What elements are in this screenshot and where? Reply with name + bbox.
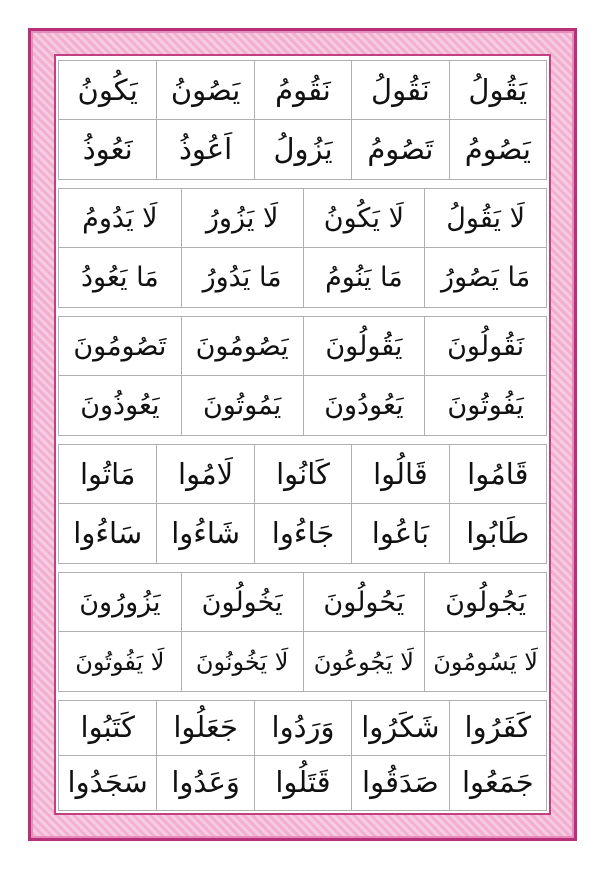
word-cell: اَعُوذُ	[156, 120, 253, 179]
word-cell: لَا يَزُورُ	[181, 189, 303, 247]
word-cell: يَحُولُونَ	[303, 573, 425, 631]
table-row	[59, 317, 546, 376]
word-cell: يَزُولُ	[254, 120, 351, 179]
word-cell: قَالُوا	[351, 445, 448, 503]
word-cell: مَا يَعُودُ	[80, 262, 159, 293]
table-row	[59, 445, 546, 504]
table-row	[59, 632, 546, 691]
table-row	[59, 756, 546, 811]
word-cell: يَصُومُ	[449, 120, 546, 179]
word-cell: يَمُوتُونَ	[181, 376, 303, 435]
word-cell: يَجُولُونَ	[424, 573, 546, 631]
word-table-5	[58, 572, 547, 692]
word-cell: نَعُوذُ	[82, 132, 133, 166]
word-cell: مَاتُوا	[79, 456, 136, 491]
word-cell: نَقُولُونَ	[424, 317, 546, 375]
word-cell: مَا يَدُورُ	[181, 248, 303, 307]
word-cell: يَخُولُونَ	[181, 573, 303, 631]
word-cell: كَانُوا	[254, 445, 351, 503]
word-cell: يَعُوذُونَ	[80, 390, 160, 421]
word-table-3	[58, 316, 547, 436]
word-table-6	[58, 700, 547, 811]
table-row	[59, 701, 546, 756]
word-cell: سَاءُوا	[73, 516, 143, 550]
word-cell: لَا يَفُوتُونَ	[75, 647, 165, 676]
word-cell: قَامُوا	[449, 445, 546, 503]
word-cell: وَرَدُوا	[254, 701, 351, 755]
word-cell: جَمَعُوا	[449, 756, 546, 811]
table-row	[59, 120, 546, 179]
table-row	[59, 248, 546, 307]
table-row	[59, 189, 546, 248]
word-cell: لَا يَكُونُ	[303, 189, 425, 247]
word-cell: قَتَلُوا	[254, 756, 351, 811]
word-cell: يَصُومُونَ	[181, 317, 303, 375]
word-cell: مَا يَصُورُ	[424, 248, 546, 307]
word-cell: لَامُوا	[156, 445, 253, 503]
word-cell: لَا يَجُوعُونَ	[303, 632, 425, 691]
word-cell: نَقُولُ	[351, 61, 448, 119]
word-cell: لَا يَسُومُونَ	[424, 632, 546, 691]
table-row	[59, 376, 546, 435]
word-cell: شَكَرُوا	[351, 701, 448, 755]
word-cell: كَفَرُوا	[449, 701, 546, 755]
word-table-4	[58, 444, 547, 564]
word-cell: بَاعُوا	[351, 504, 448, 563]
word-cell: يَقُولُ	[449, 61, 546, 119]
word-cell: كَتَبُوا	[80, 710, 135, 745]
word-cell: شَاءُوا	[156, 504, 253, 563]
word-cell: يَصُونُ	[156, 61, 253, 119]
word-cell: يَقُولُونَ	[303, 317, 425, 375]
word-cell: يَعُودُونَ	[303, 376, 425, 435]
word-cell: نَقُومُ	[254, 61, 351, 119]
word-cell: لَا يَقُولُ	[424, 189, 546, 247]
word-cell: صَدَقُوا	[351, 756, 448, 811]
word-cell: يَزُورُونَ	[79, 586, 161, 618]
word-cell: يَكُونُ	[77, 72, 138, 107]
word-cell: تَصُومُونَ	[73, 330, 167, 362]
table-row	[59, 573, 546, 632]
word-cell: جَاءُوا	[254, 504, 351, 563]
word-cell: لَا يَدُومُ	[82, 202, 158, 234]
word-table-2	[58, 188, 547, 308]
table-row	[59, 504, 546, 563]
word-cell: جَعَلُوا	[156, 701, 253, 755]
word-cell: وَعَدُوا	[156, 756, 253, 811]
table-row	[59, 61, 546, 120]
decorative-page-border	[28, 28, 577, 841]
word-cell: طَابُوا	[449, 504, 546, 563]
word-cell: سَجَدُوا	[67, 765, 148, 800]
word-table-1	[58, 60, 547, 180]
word-cell: مَا يَنُومُ	[303, 248, 425, 307]
word-cell: لَا يَخُونُونَ	[181, 632, 303, 691]
word-cell: يَفُوتُونَ	[424, 376, 546, 435]
content-area	[54, 54, 551, 815]
word-cell: تَصُومُ	[351, 120, 448, 179]
